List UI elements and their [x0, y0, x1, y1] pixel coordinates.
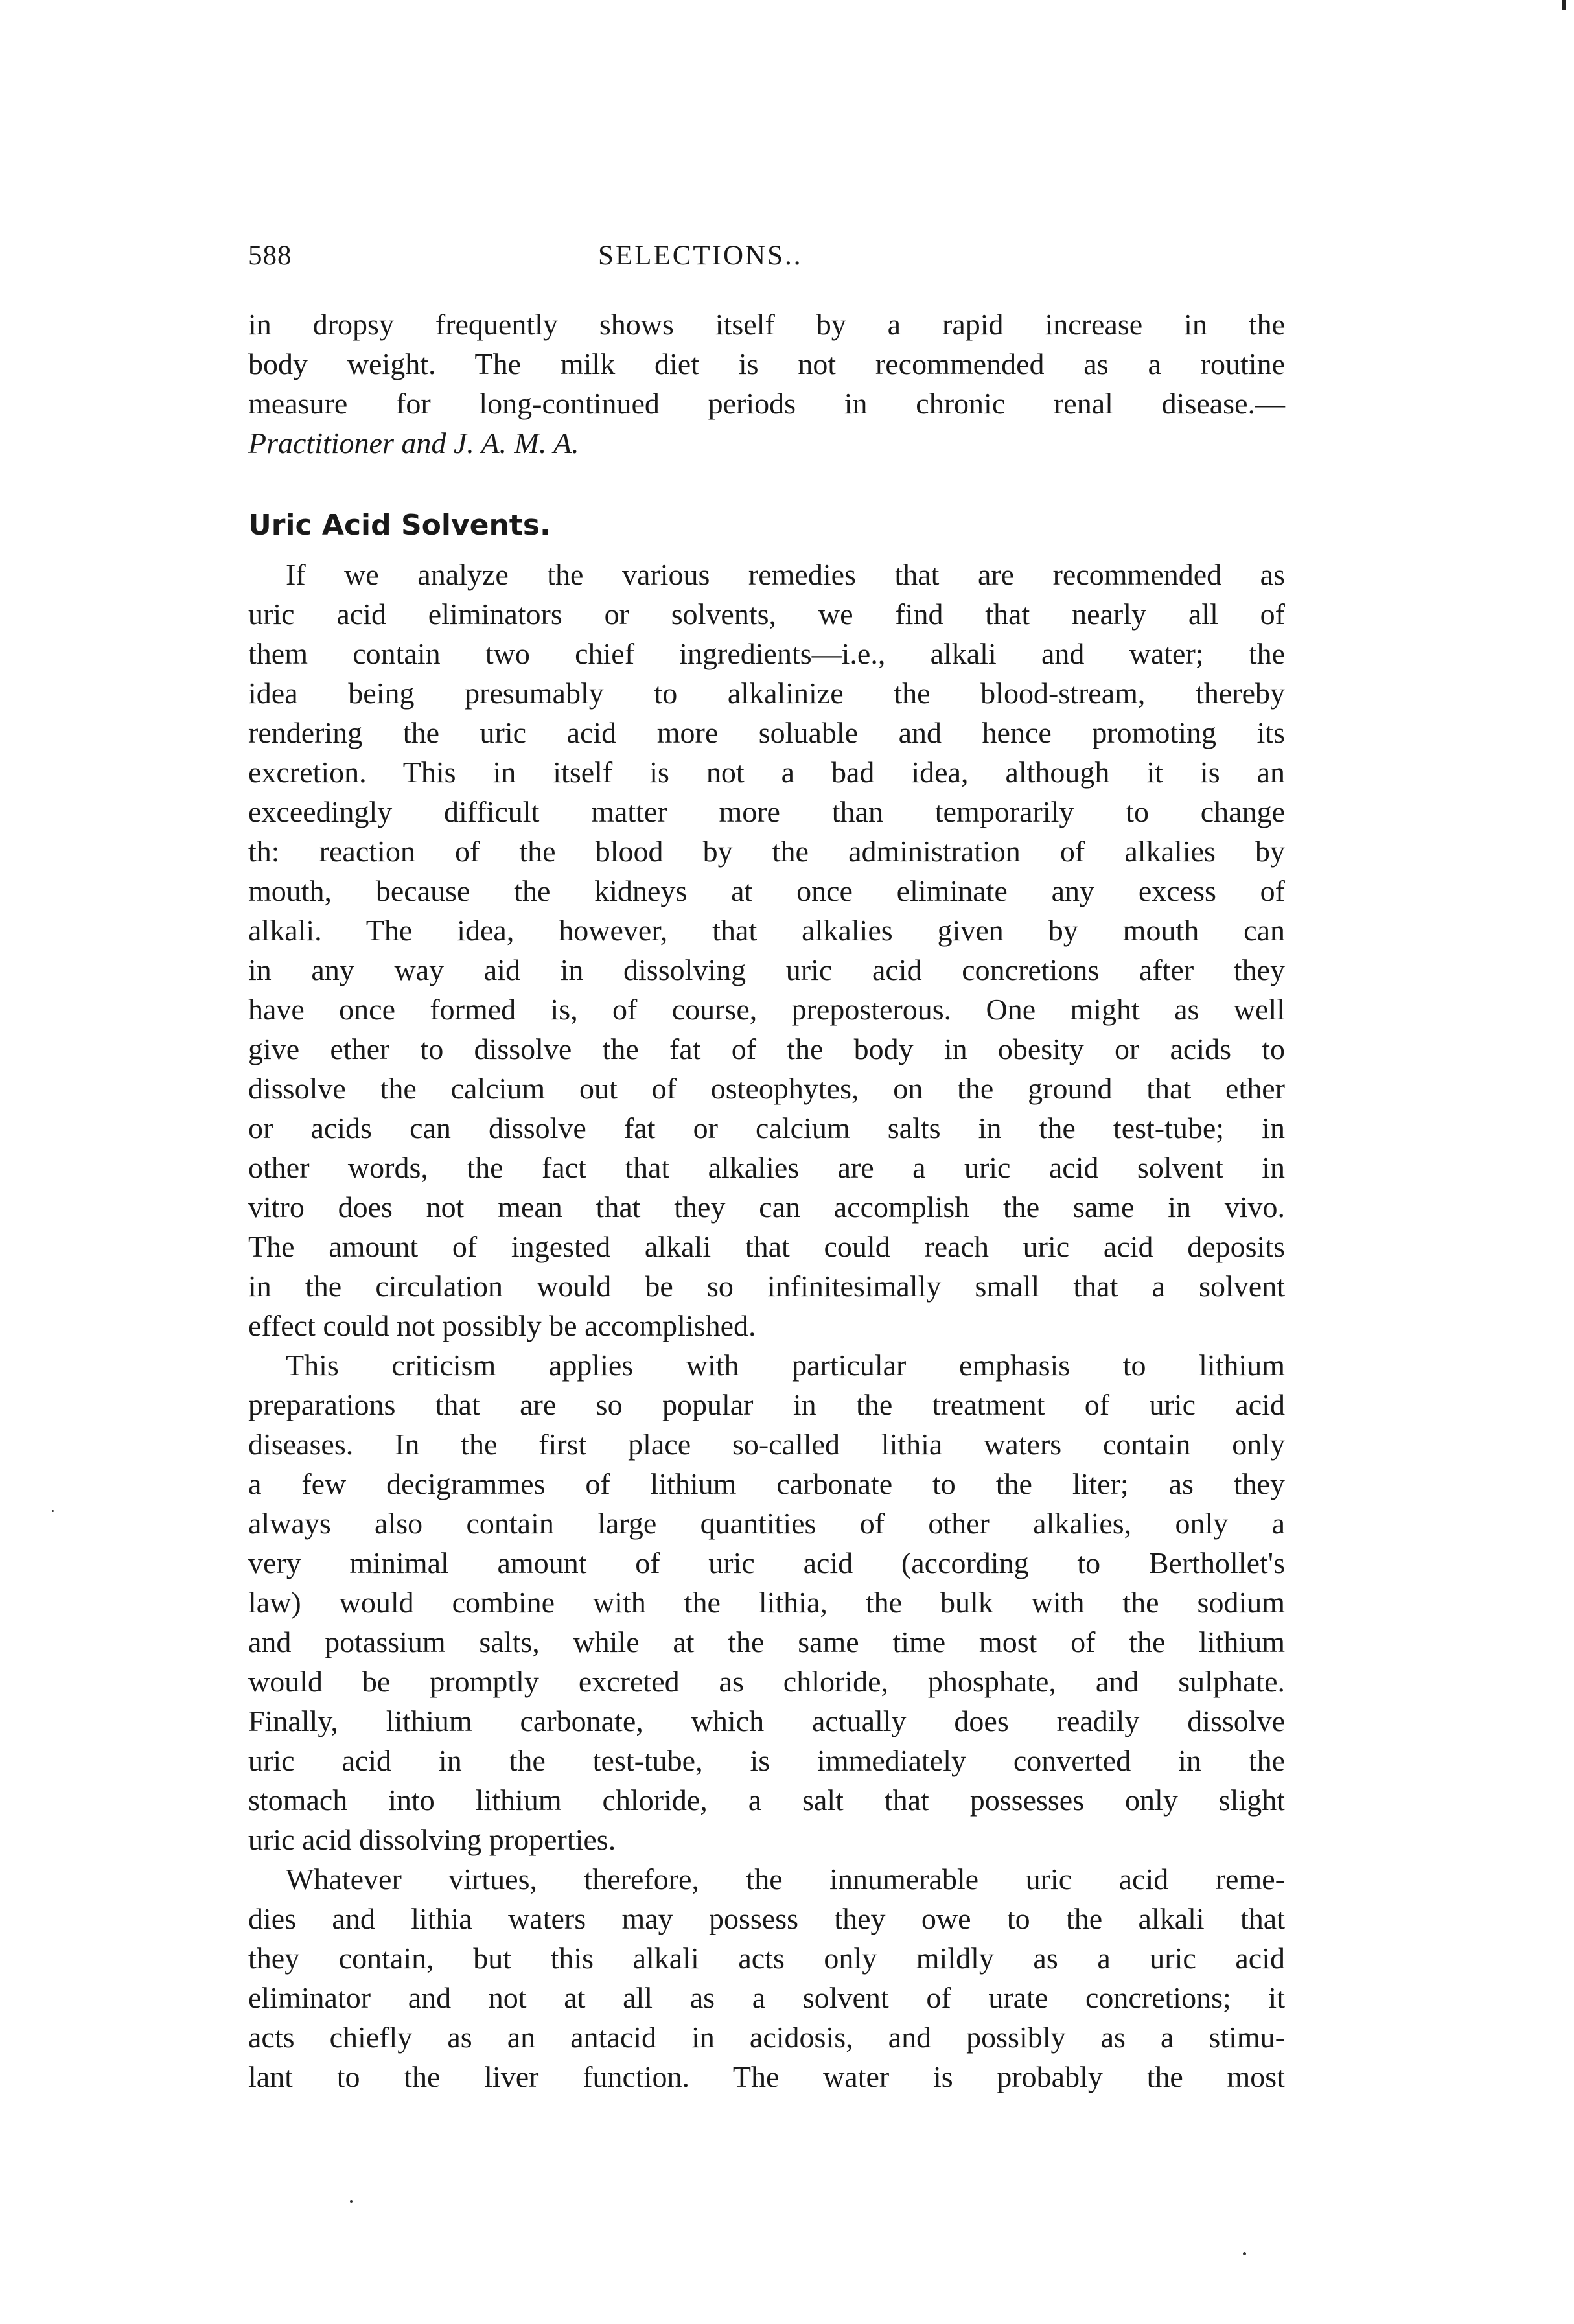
source-citation: Practitioner and J. A. M. A.: [248, 426, 579, 459]
text-line: a few decigrammes of lithium carbonate to the liter; as they: [248, 1467, 1285, 1500]
text-line: Whatever virtues, therefore, the innumerable uric acid reme-: [286, 1863, 1285, 1896]
scan-speck: [1243, 2252, 1246, 2255]
text-line: exceedingly difficult matter more than temporarily to change: [248, 795, 1285, 828]
text-line: in dropsy frequently shows itself by a rapid increase in the: [248, 308, 1285, 341]
text-line: give ether to dissolve the fat of the body in obesity or acids to: [248, 1032, 1285, 1065]
text-line: in any way aid in dissolving uric acid concretions after they: [248, 953, 1285, 986]
text-line: dies and lithia waters may possess they owe to the alkali that: [248, 1902, 1285, 1935]
body-text: [248, 305, 1285, 2097]
page-number: 588: [248, 240, 292, 271]
text-line: idea being presumably to alkalinize the blood-stream, thereby: [248, 677, 1285, 710]
text-line: th: reaction of the blood by the administration of alkalies by: [248, 835, 1285, 868]
text-line: always also contain large quantities of other alkalies, only a: [248, 1507, 1285, 1540]
text-line: diseases. In the first place so-called lithia waters contain only: [248, 1428, 1285, 1461]
text-line: acts chiefly as an antacid in acidosis, and possibly as a stimu-: [248, 2021, 1285, 2054]
text-line: would be promptly excreted as chloride, phosphate, and sulphate.: [248, 1665, 1285, 1698]
text-line: stomach into lithium chloride, a salt that possesses only slight: [248, 1784, 1285, 1817]
text-line: Finally, lithium carbonate, which actually does readily dissolve: [248, 1704, 1285, 1737]
paragraph-3: [248, 1859, 1285, 2097]
text-line: in the circulation would be so infinitesimally small that a solvent: [248, 1270, 1285, 1303]
text-line: law) would combine with the lithia, the bulk with the sodium: [248, 1586, 1285, 1619]
section-heading: Uric Acid Solvents.: [248, 509, 551, 542]
text-line: other words, the fact that alkalies are a uric acid solvent in: [248, 1151, 1285, 1184]
text-line: measure for long-continued periods in chronic renal disease.—: [248, 387, 1285, 420]
paragraph-2: [248, 1345, 1285, 1859]
text-line: If we analyze the various remedies that are recommended as: [286, 558, 1285, 591]
text-line: lant to the liver function. The water is probably the most: [248, 2060, 1285, 2093]
text-line: uric acid dissolving properties.: [248, 1823, 616, 1856]
paragraph-1: [248, 555, 1285, 1345]
text-line: have once formed is, of course, preposterous. One might as well: [248, 993, 1285, 1026]
text-line: uric acid in the test-tube, is immediately converted in the: [248, 1744, 1285, 1777]
text-line: they contain, but this alkali acts only mildly as a uric acid: [248, 1942, 1285, 1975]
text-line: dissolve the calcium out of osteophytes, on the ground that ether: [248, 1072, 1285, 1105]
text-line: uric acid eliminators or solvents, we find that nearly all of: [248, 598, 1285, 631]
scan-speck: [52, 1510, 54, 1512]
running-title: SELECTIONS..: [598, 240, 803, 271]
text-line: The amount of ingested alkali that could reach uric acid deposits: [248, 1230, 1285, 1263]
running-head: [248, 240, 1285, 279]
text-line: them contain two chief ingredients—i.e., alkali and water; the: [248, 637, 1285, 670]
text-line: preparations that are so popular in the treatment of uric acid: [248, 1388, 1285, 1421]
text-line: mouth, because the kidneys at once eliminate any excess of: [248, 874, 1285, 907]
text-line: vitro does not mean that they can accomplish the same in vivo.: [248, 1191, 1285, 1224]
text-line: or acids can dissolve fat or calcium salts in the test-tube; in: [248, 1111, 1285, 1145]
scan-speck: [350, 2200, 353, 2203]
text-line: rendering the uric acid more soluable and hence promoting its: [248, 716, 1285, 749]
text-line: alkali. The idea, however, that alkalies given by mouth can: [248, 914, 1285, 947]
text-line: excretion. This in itself is not a bad idea, although it is an: [248, 756, 1285, 789]
text-line: and potassium salts, while at the same time most of the lithium: [248, 1625, 1285, 1658]
text-line: eliminator and not at all as a solvent of urate concretions; it: [248, 1981, 1285, 2014]
text-line: very minimal amount of uric acid (according to Berthollet's: [248, 1546, 1285, 1579]
text-line: This criticism applies with particular emphasis to lithium: [286, 1349, 1285, 1382]
text-line: body weight. The milk diet is not recommended as a routine: [248, 347, 1285, 380]
edge-mark: [1562, 0, 1566, 10]
text-line: effect could not possibly be accomplished.: [248, 1309, 756, 1342]
